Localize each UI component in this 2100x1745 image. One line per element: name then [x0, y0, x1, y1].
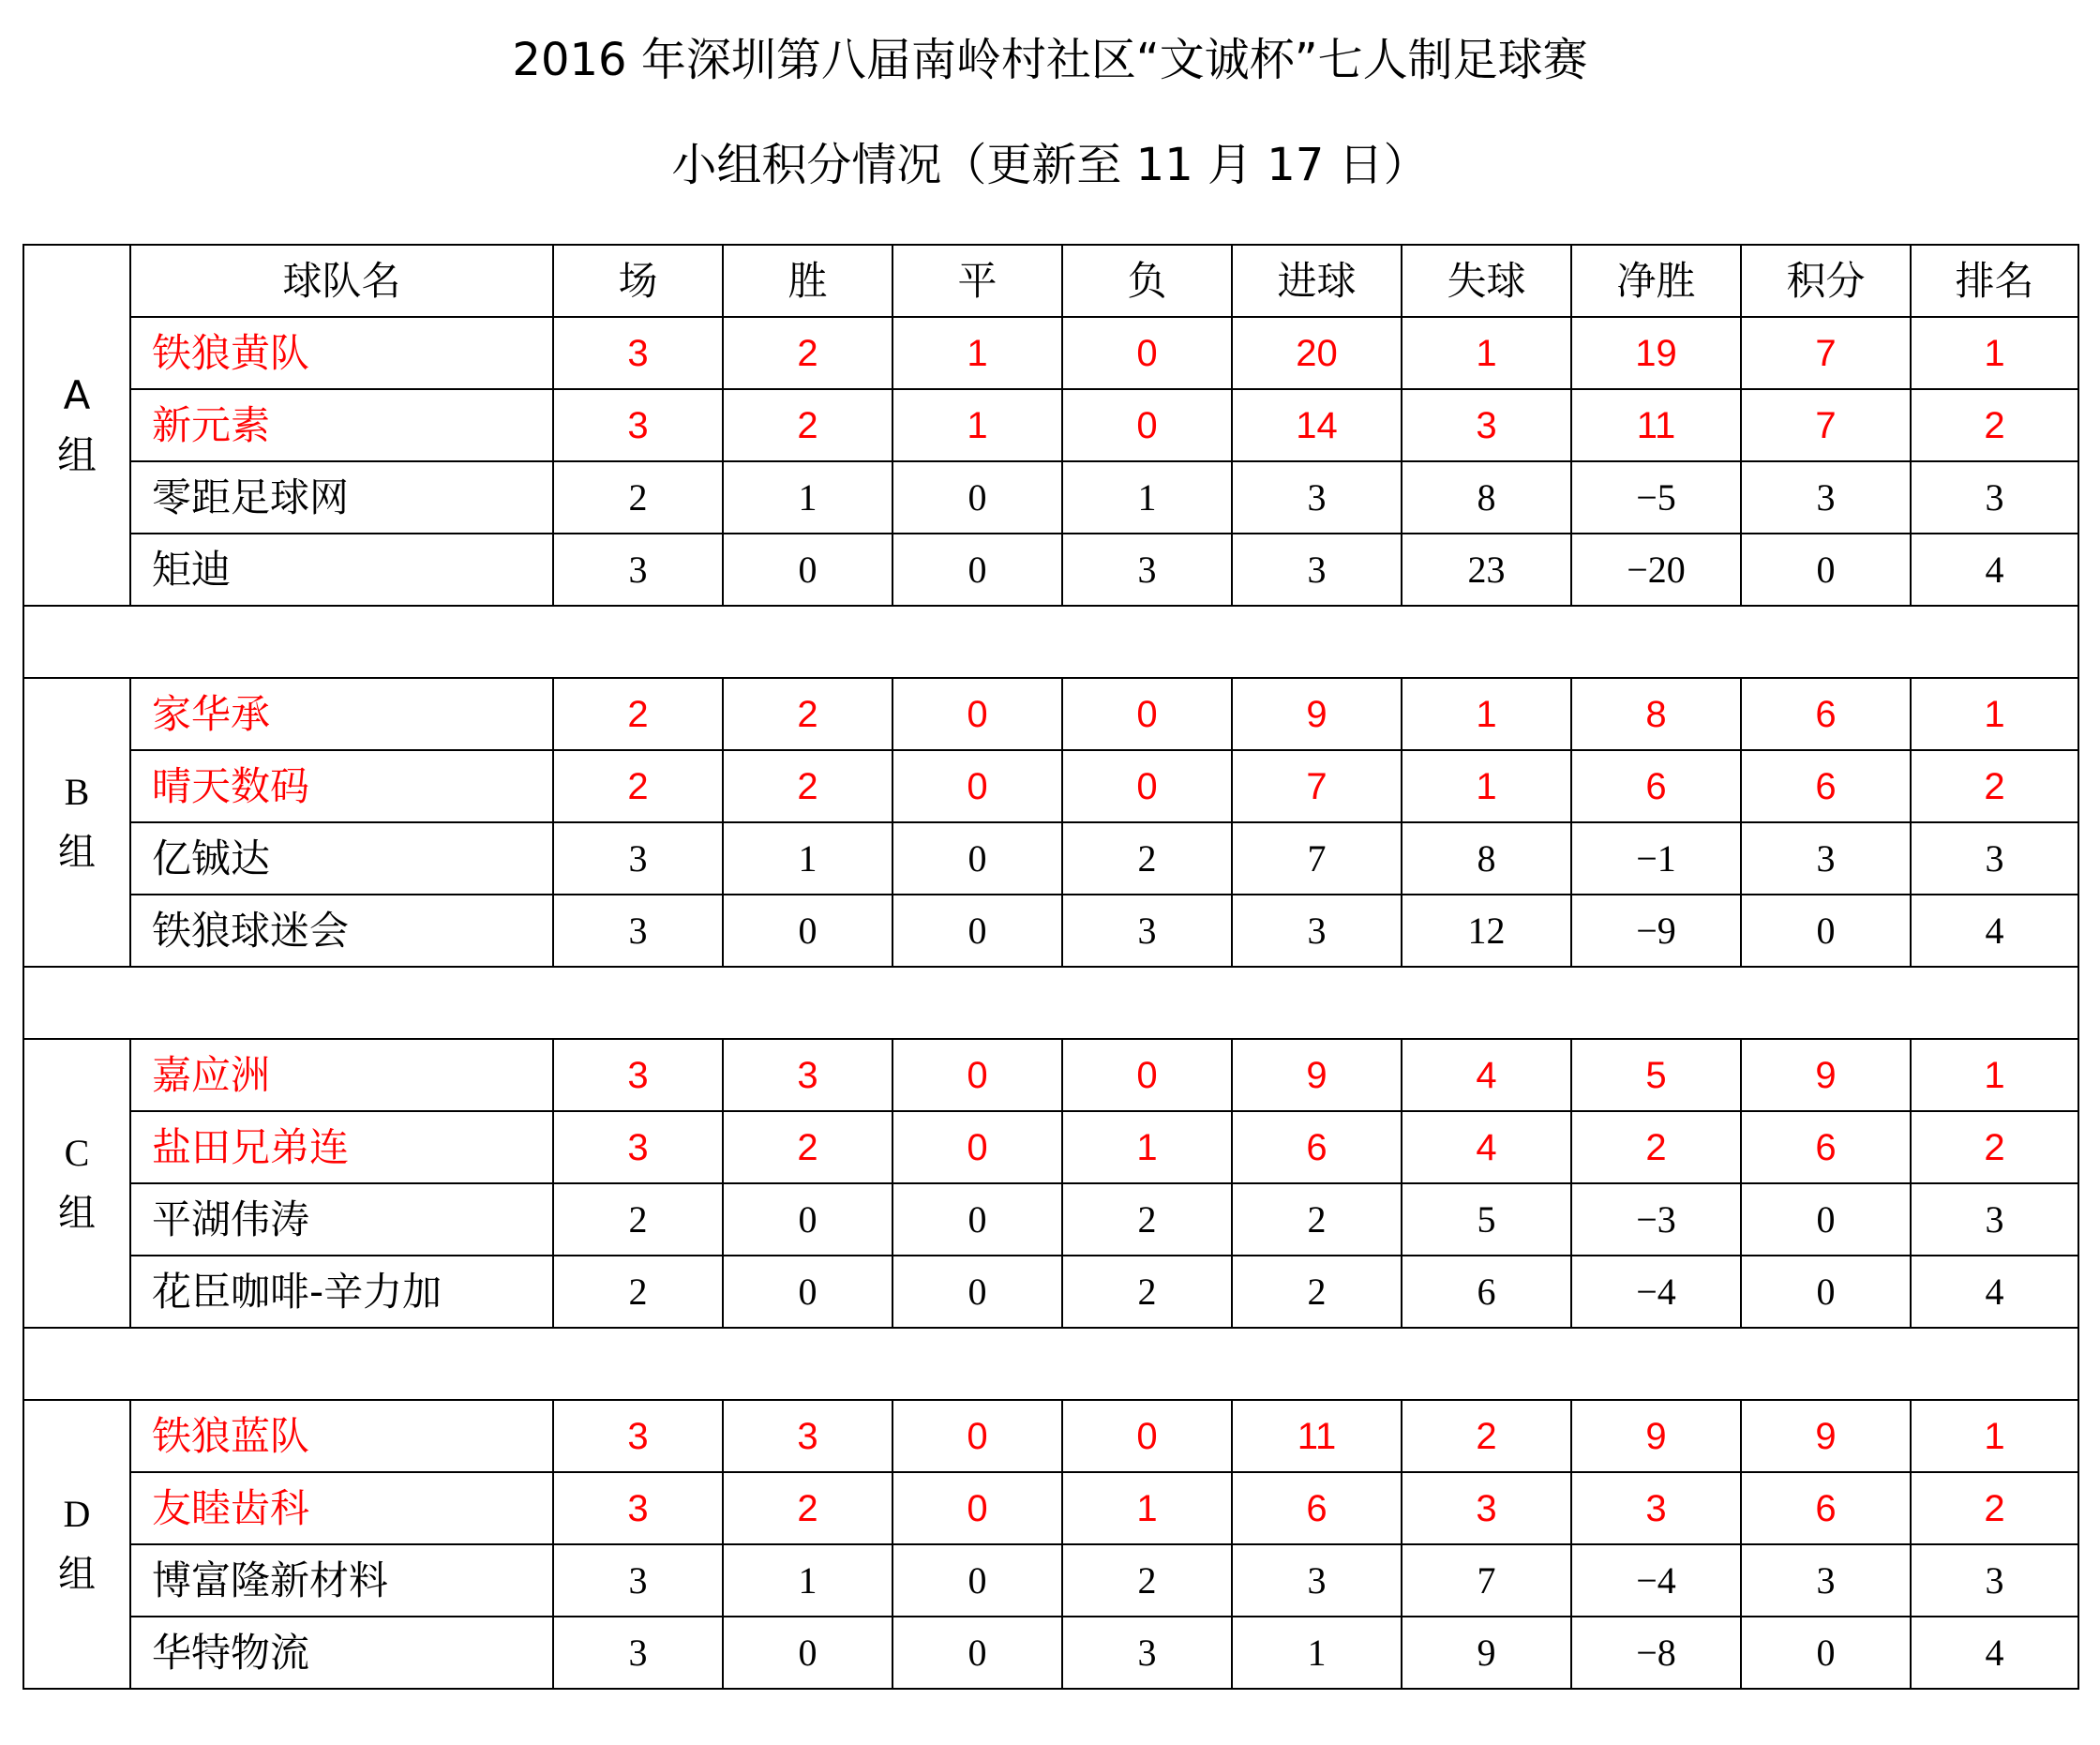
goals-for-cell: 7 — [1232, 822, 1402, 895]
column-header: 胜 — [723, 245, 892, 317]
points-cell: 0 — [1741, 534, 1911, 606]
group-label — [23, 678, 130, 967]
column-header: 失球 — [1402, 245, 1571, 317]
separator-cell — [23, 1328, 2078, 1400]
rank-cell: 3 — [1911, 461, 2078, 534]
rank-cell: 4 — [1911, 895, 2078, 967]
table-row — [23, 534, 2078, 606]
goal-diff-cell: 2 — [1571, 1111, 1741, 1183]
rank-cell: 3 — [1911, 1544, 2078, 1617]
team-name-cell: 盐田兄弟连 — [130, 1111, 553, 1183]
played-cell: 3 — [553, 1039, 723, 1111]
won-cell: 1 — [723, 1544, 892, 1617]
lost-cell: 1 — [1062, 1111, 1232, 1183]
team-name-cell: 亿铖达 — [130, 822, 553, 895]
header-row — [23, 245, 2078, 317]
table-row — [23, 1617, 2078, 1689]
page-subtitle: 小组积分情况（更新至 11 月 17 日） — [671, 139, 1429, 191]
rank-cell: 1 — [1911, 678, 2078, 750]
points-cell: 7 — [1741, 317, 1911, 389]
won-cell: 0 — [723, 534, 892, 606]
drawn-cell: 1 — [892, 317, 1062, 389]
column-header: 积分 — [1741, 245, 1911, 317]
goals-against-cell: 3 — [1402, 389, 1571, 461]
table-row — [23, 1400, 2078, 1472]
points-cell: 0 — [1741, 1256, 1911, 1328]
rank-cell: 4 — [1911, 534, 2078, 606]
column-header: 场 — [553, 245, 723, 317]
played-cell: 2 — [553, 461, 723, 534]
points-cell: 9 — [1741, 1039, 1911, 1111]
rank-cell: 1 — [1911, 1400, 2078, 1472]
group-suffix: 组 — [58, 1192, 96, 1234]
rank-cell: 3 — [1911, 1183, 2078, 1256]
table-row — [23, 750, 2078, 822]
points-cell: 6 — [1741, 1111, 1911, 1183]
drawn-cell: 0 — [892, 750, 1062, 822]
played-cell: 2 — [553, 1256, 723, 1328]
goal-diff-cell: 3 — [1571, 1472, 1741, 1544]
table-row — [23, 461, 2078, 534]
table-row — [23, 1256, 2078, 1328]
won-cell: 3 — [723, 1400, 892, 1472]
group-suffix: 组 — [58, 1553, 96, 1595]
goals-against-cell: 5 — [1402, 1183, 1571, 1256]
column-header: 平 — [892, 245, 1062, 317]
goals-for-cell: 20 — [1232, 317, 1402, 389]
points-cell: 7 — [1741, 389, 1911, 461]
won-cell: 0 — [723, 1183, 892, 1256]
points-cell: 3 — [1741, 822, 1911, 895]
team-name-cell: 矩迪 — [130, 534, 553, 606]
drawn-cell: 0 — [892, 1472, 1062, 1544]
table-row — [23, 389, 2078, 461]
played-cell: 3 — [553, 534, 723, 606]
won-cell: 1 — [723, 822, 892, 895]
drawn-cell: 0 — [892, 1544, 1062, 1617]
goal-diff-cell: −5 — [1571, 461, 1741, 534]
drawn-cell: 0 — [892, 678, 1062, 750]
team-name-cell: 博富隆新材料 — [130, 1544, 553, 1617]
played-cell: 3 — [553, 317, 723, 389]
lost-cell: 0 — [1062, 317, 1232, 389]
won-cell: 2 — [723, 317, 892, 389]
goals-for-cell: 11 — [1232, 1400, 1402, 1472]
goals-against-cell: 23 — [1402, 534, 1571, 606]
column-header: 净胜 — [1571, 245, 1741, 317]
team-name-cell: 新元素 — [130, 389, 553, 461]
lost-cell: 1 — [1062, 1472, 1232, 1544]
column-header: 排名 — [1911, 245, 2078, 317]
played-cell: 3 — [553, 1400, 723, 1472]
points-cell: 0 — [1741, 1183, 1911, 1256]
team-name-cell: 铁狼球迷会 — [130, 895, 553, 967]
goals-against-cell: 6 — [1402, 1256, 1571, 1328]
goals-for-cell: 7 — [1232, 750, 1402, 822]
page-title: 2016 年深圳第八届南岭村社区“文诚杯”七人制足球赛 — [512, 34, 1588, 86]
lost-cell: 2 — [1062, 1183, 1232, 1256]
rank-cell: 1 — [1911, 1039, 2078, 1111]
goals-against-cell: 3 — [1402, 1472, 1571, 1544]
goal-diff-cell: 11 — [1571, 389, 1741, 461]
group-label — [23, 245, 130, 606]
goals-for-cell: 3 — [1232, 534, 1402, 606]
lost-cell: 3 — [1062, 534, 1232, 606]
goal-diff-cell: −3 — [1571, 1183, 1741, 1256]
group-letter: D — [63, 1493, 91, 1535]
drawn-cell: 0 — [892, 1400, 1062, 1472]
goals-for-cell: 3 — [1232, 895, 1402, 967]
played-cell: 3 — [553, 822, 723, 895]
drawn-cell: 0 — [892, 1183, 1062, 1256]
rank-cell: 2 — [1911, 1111, 2078, 1183]
goal-diff-cell: 6 — [1571, 750, 1741, 822]
goal-diff-cell: 5 — [1571, 1039, 1741, 1111]
lost-cell: 2 — [1062, 1544, 1232, 1617]
played-cell: 3 — [553, 1111, 723, 1183]
column-header: 负 — [1062, 245, 1232, 317]
rank-cell: 1 — [1911, 317, 2078, 389]
rank-cell: 3 — [1911, 822, 2078, 895]
table-row — [23, 895, 2078, 967]
lost-cell: 0 — [1062, 750, 1232, 822]
rank-cell: 2 — [1911, 389, 2078, 461]
goals-against-cell: 8 — [1402, 822, 1571, 895]
won-cell: 2 — [723, 750, 892, 822]
rank-cell: 4 — [1911, 1256, 2078, 1328]
group-suffix: 组 — [58, 831, 96, 873]
table-row — [23, 822, 2078, 895]
goals-for-cell: 6 — [1232, 1111, 1402, 1183]
goal-diff-cell: −1 — [1571, 822, 1741, 895]
drawn-cell: 0 — [892, 1039, 1062, 1111]
group-letter: B — [64, 771, 90, 813]
lost-cell: 0 — [1062, 389, 1232, 461]
rank-cell: 2 — [1911, 750, 2078, 822]
won-cell: 3 — [723, 1039, 892, 1111]
played-cell: 3 — [553, 1544, 723, 1617]
drawn-cell: 0 — [892, 822, 1062, 895]
played-cell: 2 — [553, 1183, 723, 1256]
drawn-cell: 0 — [892, 895, 1062, 967]
drawn-cell: 0 — [892, 534, 1062, 606]
group-separator-row — [23, 606, 2078, 678]
played-cell: 3 — [553, 389, 723, 461]
team-name-cell: 零距足球网 — [130, 461, 553, 534]
drawn-cell: 0 — [892, 1617, 1062, 1689]
won-cell: 1 — [723, 461, 892, 534]
separator-cell — [23, 606, 2078, 678]
goals-against-cell: 1 — [1402, 750, 1571, 822]
points-cell: 0 — [1741, 1617, 1911, 1689]
lost-cell: 0 — [1062, 1400, 1232, 1472]
group-label — [23, 1039, 130, 1328]
won-cell: 0 — [723, 895, 892, 967]
points-cell: 6 — [1741, 1472, 1911, 1544]
lost-cell: 0 — [1062, 678, 1232, 750]
lost-cell: 3 — [1062, 1617, 1232, 1689]
team-name-cell: 友睦齿科 — [130, 1472, 553, 1544]
group-separator-row — [23, 1328, 2078, 1400]
goals-for-cell: 14 — [1232, 389, 1402, 461]
goals-against-cell: 4 — [1402, 1039, 1571, 1111]
team-name-cell: 铁狼黄队 — [130, 317, 553, 389]
team-name-cell: 铁狼蓝队 — [130, 1400, 553, 1472]
won-cell: 0 — [723, 1617, 892, 1689]
goals-against-cell: 9 — [1402, 1617, 1571, 1689]
points-cell: 6 — [1741, 678, 1911, 750]
goals-for-cell: 3 — [1232, 1544, 1402, 1617]
goal-diff-cell: −4 — [1571, 1256, 1741, 1328]
team-name-cell: 嘉应洲 — [130, 1039, 553, 1111]
drawn-cell: 1 — [892, 389, 1062, 461]
table-row — [23, 317, 2078, 389]
goal-diff-cell: 19 — [1571, 317, 1741, 389]
goal-diff-cell: 9 — [1571, 1400, 1741, 1472]
goals-for-cell: 9 — [1232, 1039, 1402, 1111]
goals-for-cell: 3 — [1232, 461, 1402, 534]
goals-against-cell: 12 — [1402, 895, 1571, 967]
column-header: 球队名 — [130, 245, 553, 317]
table-row — [23, 1472, 2078, 1544]
points-cell: 0 — [1741, 895, 1911, 967]
played-cell: 2 — [553, 750, 723, 822]
column-header: 进球 — [1232, 245, 1402, 317]
goals-against-cell: 4 — [1402, 1111, 1571, 1183]
lost-cell: 1 — [1062, 461, 1232, 534]
drawn-cell: 0 — [892, 1111, 1062, 1183]
goals-for-cell: 9 — [1232, 678, 1402, 750]
played-cell: 3 — [553, 895, 723, 967]
goals-for-cell: 1 — [1232, 1617, 1402, 1689]
points-cell: 6 — [1741, 750, 1911, 822]
goals-for-cell: 6 — [1232, 1472, 1402, 1544]
lost-cell: 3 — [1062, 895, 1232, 967]
goals-for-cell: 2 — [1232, 1183, 1402, 1256]
group-separator-row — [23, 967, 2078, 1039]
team-name-cell: 华特物流 — [130, 1617, 553, 1689]
lost-cell: 2 — [1062, 1256, 1232, 1328]
points-cell: 3 — [1741, 1544, 1911, 1617]
goals-against-cell: 2 — [1402, 1400, 1571, 1472]
rank-cell: 4 — [1911, 1617, 2078, 1689]
goals-against-cell: 7 — [1402, 1544, 1571, 1617]
won-cell: 2 — [723, 678, 892, 750]
points-cell: 3 — [1741, 461, 1911, 534]
team-name-cell: 家华承 — [130, 678, 553, 750]
goal-diff-cell: −20 — [1571, 534, 1741, 606]
team-name-cell: 花臣咖啡-辛力加 — [130, 1256, 553, 1328]
rank-cell: 2 — [1911, 1472, 2078, 1544]
goal-diff-cell: −4 — [1571, 1544, 1741, 1617]
played-cell: 3 — [553, 1617, 723, 1689]
goals-against-cell: 1 — [1402, 317, 1571, 389]
team-name-cell: 晴天数码 — [130, 750, 553, 822]
goal-diff-cell: 8 — [1571, 678, 1741, 750]
team-name-cell: 平湖伟涛 — [130, 1183, 553, 1256]
goals-for-cell: 2 — [1232, 1256, 1402, 1328]
drawn-cell: 0 — [892, 1256, 1062, 1328]
goals-against-cell: 1 — [1402, 678, 1571, 750]
group-suffix: 组 — [56, 431, 97, 478]
points-cell: 9 — [1741, 1400, 1911, 1472]
table-row — [23, 678, 2078, 750]
won-cell: 2 — [723, 1111, 892, 1183]
table-row — [23, 1183, 2078, 1256]
goals-against-cell: 8 — [1402, 461, 1571, 534]
won-cell: 0 — [723, 1256, 892, 1328]
goal-diff-cell: −8 — [1571, 1617, 1741, 1689]
won-cell: 2 — [723, 1472, 892, 1544]
lost-cell: 0 — [1062, 1039, 1232, 1111]
won-cell: 2 — [723, 389, 892, 461]
group-letter: C — [64, 1132, 90, 1174]
table-row — [23, 1039, 2078, 1111]
played-cell: 3 — [553, 1472, 723, 1544]
lost-cell: 2 — [1062, 822, 1232, 895]
drawn-cell: 0 — [892, 461, 1062, 534]
table-row — [23, 1544, 2078, 1617]
group-letter: A — [63, 371, 91, 418]
separator-cell — [23, 967, 2078, 1039]
group-label — [23, 1400, 130, 1689]
standings-table — [22, 244, 2079, 1690]
goal-diff-cell: −9 — [1571, 895, 1741, 967]
played-cell: 2 — [553, 678, 723, 750]
table-row — [23, 1111, 2078, 1183]
